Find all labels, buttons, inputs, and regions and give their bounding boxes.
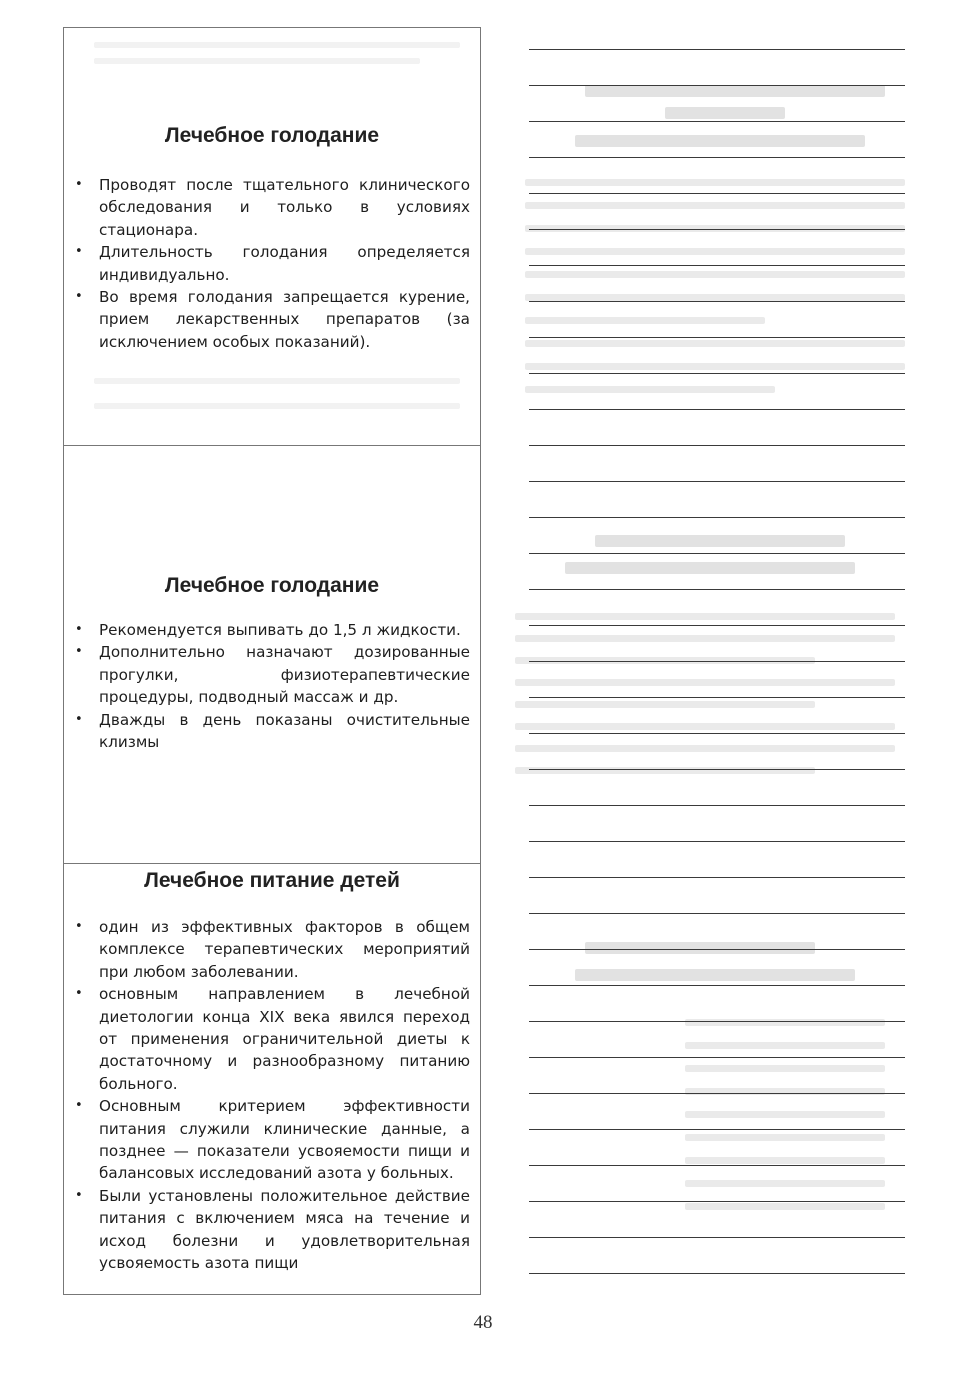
list-item: • Во время голодания запрещается курение, прием лекарственных препаратов (за исключением особых показаний).: [75, 286, 470, 353]
bleed-through: [525, 179, 905, 186]
bleed-through: [595, 535, 845, 547]
note-line: [529, 337, 905, 338]
bleed-through: [515, 679, 895, 686]
note-line: [529, 1021, 905, 1022]
list-item: • Основным критерием эффективности питания служили клинические данные, а позднее — показатели усвояемости пищи и балансовых исследований азота у больных.: [75, 1095, 470, 1185]
note-line: [529, 121, 905, 122]
bleed-through: [94, 403, 460, 409]
note-line: [529, 769, 905, 770]
bleed-through: [685, 1157, 885, 1164]
note-line: [529, 805, 905, 806]
bleed-through: [94, 378, 460, 384]
slide-title: Лечебное питание детей: [144, 869, 400, 892]
slide-panel-3: [64, 863, 480, 1294]
bullet-list: [75, 174, 470, 353]
note-line: [529, 733, 905, 734]
note-line: [529, 49, 905, 50]
note-line: [529, 481, 905, 482]
slide-title: Лечебное голодание: [164, 124, 380, 147]
bleed-through: [685, 1203, 885, 1210]
bleed-through: [525, 340, 905, 347]
note-line: [529, 553, 905, 554]
list-item: • Дополнительно назначают дозированные прогулки, физиотерапевтические процедуры, подводный массаж и др.: [75, 641, 470, 708]
note-line: [529, 1165, 905, 1166]
note-line: [529, 373, 905, 374]
bleed-through: [515, 723, 895, 730]
bleed-through: [525, 271, 905, 278]
bleed-through: [585, 942, 815, 954]
bleed-through: [685, 1111, 885, 1118]
list-item: • Проводят после тщательного клинического обследования и только в условиях стационара.: [75, 174, 470, 241]
bleed-through: [94, 42, 460, 48]
bleed-through: [575, 969, 855, 981]
note-line: [529, 301, 905, 302]
list-item: • Дважды в день показаны очистительные клизмы: [75, 709, 470, 754]
bleed-through: [685, 1042, 885, 1049]
slides-column: [63, 27, 481, 1295]
note-line: [529, 589, 905, 590]
note-line: [529, 661, 905, 662]
bleed-through: [515, 635, 895, 642]
note-line: [529, 877, 905, 878]
bleed-through: [525, 248, 905, 255]
note-line: [529, 697, 905, 698]
note-line: [529, 1057, 905, 1058]
bleed-through: [515, 613, 895, 620]
note-line: [529, 949, 905, 950]
bleed-through: [685, 1134, 885, 1141]
note-line: [529, 1237, 905, 1238]
bleed-through: [525, 363, 905, 370]
bleed-through: [685, 1180, 885, 1187]
note-line: [529, 841, 905, 842]
note-line: [529, 1129, 905, 1130]
bleed-through: [525, 386, 775, 393]
note-line: [529, 409, 905, 410]
note-line: [529, 913, 905, 914]
note-line: [529, 229, 905, 230]
page-number: 48: [473, 1312, 493, 1333]
bleed-through: [525, 202, 905, 209]
bleed-through: [685, 1065, 885, 1072]
note-line: [529, 1093, 905, 1094]
bleed-through: [515, 745, 895, 752]
note-line: [529, 625, 905, 626]
bleed-through: [94, 58, 420, 64]
note-line: [529, 445, 905, 446]
note-line: [529, 985, 905, 986]
list-item: • основным направлением в лечебной диетологии конца XIX века явился переход от применения ограничительной диеты к достаточному и разнообразному питанию больного.: [75, 983, 470, 1095]
bullet-list: [75, 619, 470, 753]
note-line: [529, 265, 905, 266]
bleed-through: [575, 135, 865, 147]
list-item: • один из эффективных факторов в общем комплексе терапевтических мероприятий при любом заболевании.: [75, 916, 470, 983]
slide-title: Лечебное голодание: [164, 574, 380, 597]
bleed-through: [525, 317, 765, 324]
note-line: [529, 85, 905, 86]
notes-column: [505, 27, 905, 1295]
list-item: • Были установлены положительное действие питания с включением мяса на течение и исход болезни и удовлетворительная усвояемость азота пищи: [75, 1185, 470, 1275]
note-line: [529, 157, 905, 158]
bullet-list: [75, 916, 470, 1275]
bleed-through: [565, 562, 855, 574]
bleed-through: [585, 85, 885, 97]
note-line: [529, 193, 905, 194]
note-line: [529, 1201, 905, 1202]
bleed-through: [525, 294, 905, 301]
note-line: [529, 517, 905, 518]
note-line: [529, 1273, 905, 1274]
slide-panel-2: [64, 445, 480, 863]
slide-panel-1: [64, 28, 480, 445]
bleed-through: [665, 107, 785, 119]
bleed-through: [515, 701, 815, 708]
list-item: • Рекомендуется выпивать до 1,5 л жидкости.: [75, 619, 470, 641]
list-item: • Длительность голодания определяется индивидуально.: [75, 241, 470, 286]
